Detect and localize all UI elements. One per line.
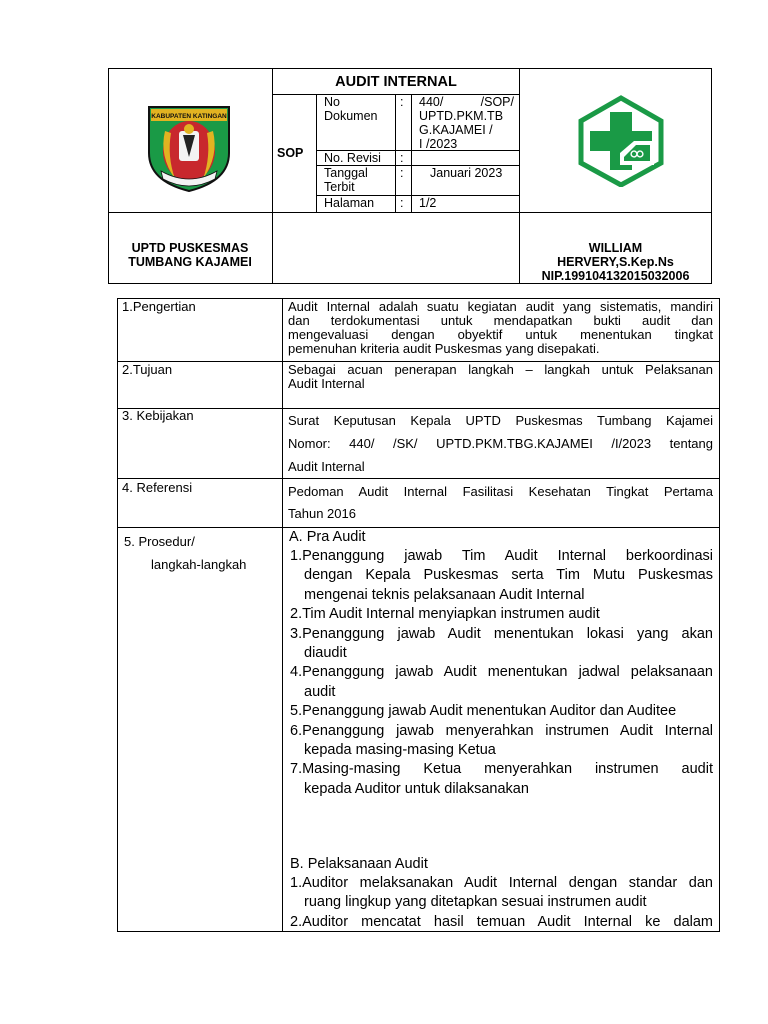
pra-step-3: 3.Penanggung jawab Audit menentukan lokasi yang akan [290,625,713,642]
pelaksanaan-audit-title: B. Pelaksanaan Audit [290,856,428,872]
halaman-label: Halaman [324,196,375,210]
pra-audit-title: A. Pra Audit [289,529,366,545]
section-body-kebijakan: Surat Keputusan Kepala UPTD Puskesmas Tumbang Kajamei Nomor: 440/ /SK/ UPTD.PKM.TBG.KAJAMEI /I/2023 tentang Audit Internal [288,413,713,474]
no-dokumen-label: No Dokumen [324,95,378,123]
pra-audit-steps [290,547,713,799]
no-revisi-colon: : [400,151,404,165]
section-body-referensi: Pedoman Audit Internal Fasilitasi Kesehatan Tingkat Pertama Tahun 2016 [288,484,713,521]
pra-step-1-cont: dengan Kepala Puskesmas serta Tim Mutu Puskesmas [304,567,713,584]
halaman-value: 1/2 [419,196,437,210]
pra-step-2: 2.Tim Audit Internal menyiapkan instrumen audit [290,606,600,623]
pra-step-7-cont: kepada Auditor untuk dilaksanakan [304,780,529,797]
pelaksanaan-audit-steps [290,874,713,932]
kabupaten-katingan-emblem-icon [145,101,233,193]
halaman-colon: : [400,196,404,210]
section-label-prosedur: 5. Prosedur/ langkah-langkah [124,534,247,572]
puskesmas-logo-icon [576,95,666,187]
section-body-pengertian: Audit Internal adalah suatu kegiatan audit yang sistematis, mandiri dan terdokumentasi untuk mendapatkan bukti audit dan mengevaluasi dengan obyektif untuk menentukan tingkat pemenuhan kriteria audit Puskesmas yang disepakati. [288,299,713,356]
pra-step-5: 5.Penanggung jawab Audit menentukan Auditor dan Auditee [290,703,677,720]
pra-step-6: 6.Penanggung jawab menyerahkan instrumen Audit Internal [290,722,713,739]
pel-step-2: 2.Auditor mencatat hasil temuan Audit Internal ke dalam [290,913,713,930]
tanggal-terbit-colon: : [400,166,404,180]
no-dokumen-colon: : [400,95,404,109]
no-revisi-label: No. Revisi [324,151,381,165]
tanggal-terbit-value: Januari 2023 [430,166,503,180]
pra-step-4-cont: audit [304,683,336,700]
document-title: AUDIT INTERNAL [335,74,457,90]
pra-step-4: 4.Penanggung jawab Audit menentukan jadwal pelaksanaan [290,664,713,681]
emblem-text: KABUPATEN KATINGAN [151,113,227,120]
pra-step-6-cont: kepada masing-masing Ketua [304,742,496,759]
signer-block: WILLIAM HERVERY,S.Kep.Ns NIP.199104132015032006 [541,241,690,283]
section-label-referensi: 4. Referensi [122,480,193,495]
pra-step-1: 1.Penanggung jawab Tim Audit Internal berkoordinasi [290,548,713,564]
pra-step-1-cont2: mengenai teknis pelaksanaan Audit Internal [304,586,585,603]
no-dokumen-value: 440/ /SOP/ UPTD.PKM.TB G.KAJAMEI / I /2023 [419,95,514,151]
sop-label: SOP [277,146,304,160]
section-label-pengertian: 1.Pengertian [122,299,196,314]
pra-step-3-cont: diaudit [304,645,347,662]
pra-step-7: 7.Masing-masing Ketua menyerahkan instrumen audit [290,761,713,778]
section-label-kebijakan: 3. Kebijakan [122,408,194,423]
section-body-tujuan: Sebagai acuan penerapan langkah – langkah untuk Pelaksanan Audit Internal [288,362,713,391]
organization-name: UPTD PUSKESMAS TUMBANG KAJAMEI [128,241,252,269]
section-label-tujuan: 2.Tujuan [122,362,173,377]
tanggal-terbit-label: Tanggal Terbit [324,166,368,194]
pel-step-1-cont: ruang lingkup yang ditetapkan sesuai instrumen audit [304,894,647,911]
pel-step-1: 1.Auditor melaksanakan Audit Internal dengan standar dan [290,875,713,891]
